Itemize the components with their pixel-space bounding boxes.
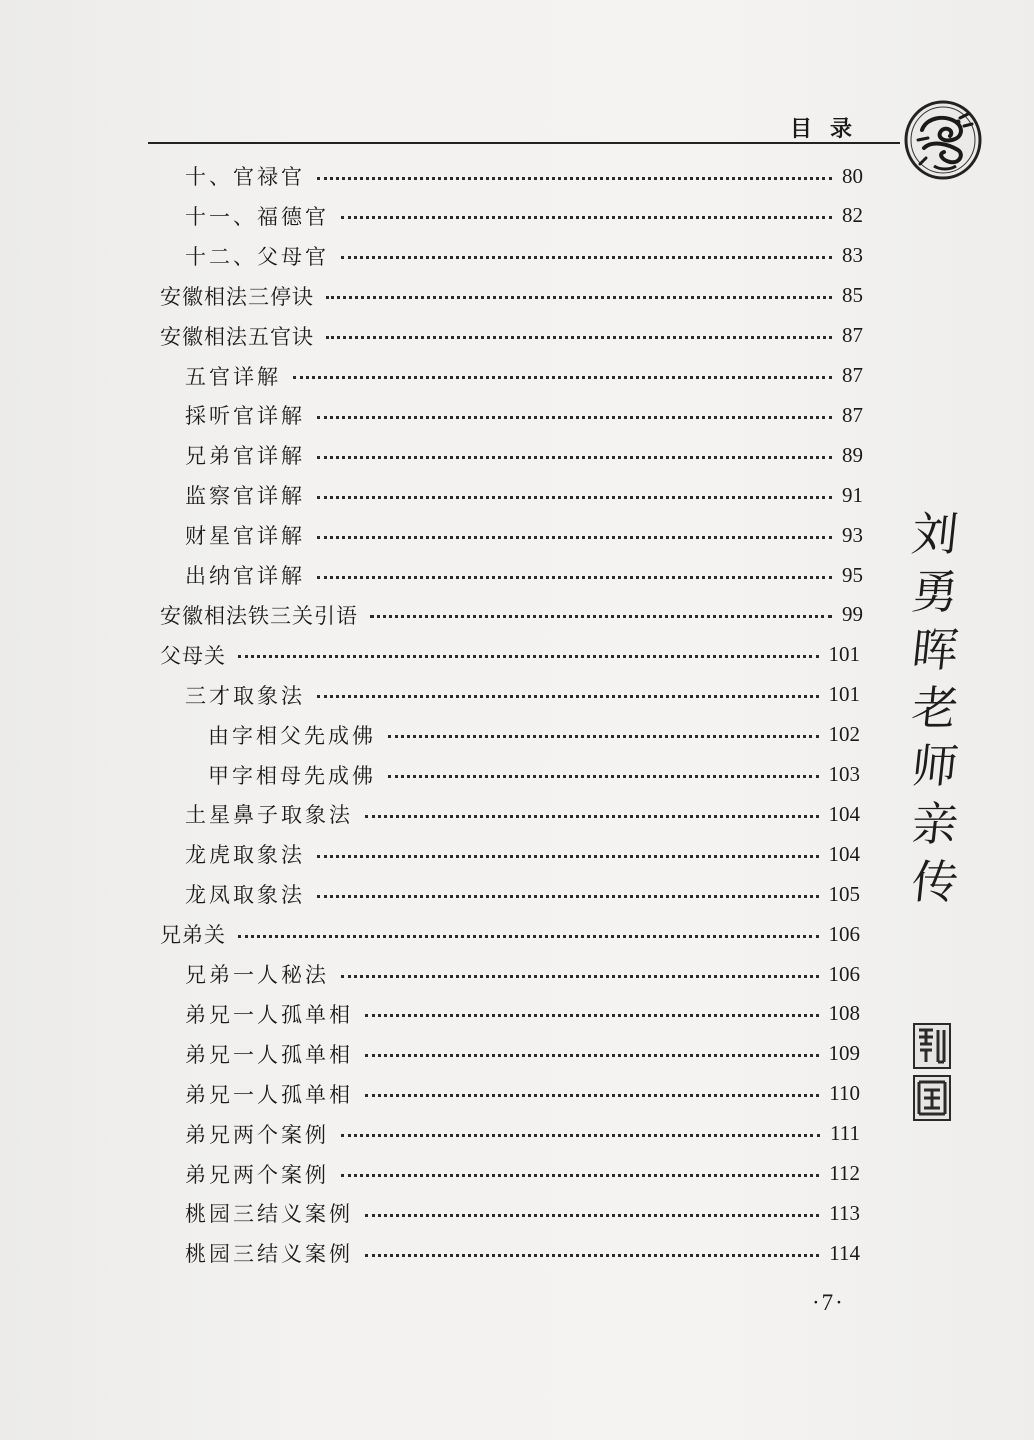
toc-entry-title: 龙凤取象法: [185, 883, 305, 908]
toc-leader-dots: [238, 935, 819, 938]
toc-entry: [185, 837, 860, 871]
toc-leader-dots: [317, 855, 819, 858]
toc-entry-title: 採听官详解: [185, 404, 305, 429]
toc-entry-page: 111: [830, 1121, 860, 1146]
toc-entry: [208, 758, 860, 792]
toc-entry-page: 80: [842, 163, 863, 188]
toc-entry-page: 114: [829, 1240, 860, 1265]
toc-entry: [185, 1077, 860, 1111]
toc-leader-dots: [317, 496, 832, 499]
toc-entry-title: 兄弟一人秘法: [185, 963, 329, 987]
toc-entry-page: 91: [842, 482, 863, 507]
toc-entry: [160, 638, 860, 672]
toc-entry-page: 108: [828, 1001, 860, 1026]
toc-leader-dots: [341, 975, 819, 978]
toc-entry: [185, 1157, 860, 1191]
toc-entry: [185, 558, 863, 592]
toc-entry-title: 桃园三结义案例: [185, 1242, 353, 1267]
toc-entry-title: 十、官禄官: [185, 165, 305, 189]
toc-entry-page: 99: [842, 602, 863, 627]
toc-entry-title: 龙虎取象法: [185, 843, 305, 868]
toc-entry-page: 93: [842, 522, 863, 547]
toc-entry-title: 十二、父母官: [185, 244, 329, 269]
toc-entry: [185, 797, 860, 831]
calligraphy-character: 师: [909, 739, 961, 793]
calligraphy-character: 晖: [909, 623, 961, 677]
toc-leader-dots: [365, 1054, 819, 1057]
toc-entry-page: 82: [842, 203, 863, 228]
toc-leader-dots: [388, 775, 819, 778]
toc-entry-page: 105: [828, 881, 860, 906]
toc-entry-page: 110: [829, 1081, 860, 1106]
toc-entry: [185, 199, 863, 233]
page-number: ·7·: [812, 1290, 845, 1315]
toc-entry-title: 三才取象法: [185, 683, 305, 708]
toc-leader-dots: [317, 536, 832, 539]
toc-entry-title: 弟兄一人孤单相: [185, 1042, 353, 1067]
toc-entry: [185, 359, 863, 393]
toc-entry-page: 106: [828, 961, 860, 986]
toc-entry-page: 104: [828, 841, 860, 866]
toc-entry-title: 弟兄一人孤单相: [185, 1002, 353, 1027]
toc-entry: [185, 1196, 860, 1230]
toc-leader-dots: [341, 1134, 820, 1137]
toc-leader-dots: [365, 1094, 819, 1097]
toc-entry-page: 85: [842, 283, 863, 308]
toc-entry-title: 弟兄两个案例: [185, 1162, 329, 1187]
toc-entry-title: 出纳官详解: [185, 564, 305, 588]
calligraphy-character: 老: [909, 681, 961, 735]
toc-entry-page: 103: [828, 762, 860, 786]
toc-entry-page: 113: [829, 1200, 860, 1225]
toc-leader-dots: [341, 216, 832, 219]
toc-entry-page: 89: [842, 442, 863, 467]
toc-entry-page: 87: [842, 363, 863, 387]
toc-entry: [185, 159, 863, 193]
toc-entry-title: 安徽相法五官诀: [160, 324, 314, 349]
toc-leader-dots: [341, 256, 832, 259]
toc-entry-page: 112: [829, 1161, 860, 1185]
toc-leader-dots: [317, 895, 819, 898]
toc-entry-title: 安徽相法三停诀: [160, 284, 314, 309]
toc-entry-page: 95: [842, 562, 863, 587]
toc-leader-dots: [365, 1214, 819, 1217]
dragon-seal-icon: [904, 100, 982, 180]
toc-leader-dots: [326, 336, 832, 339]
toc-entry-title: 兄弟关: [160, 923, 226, 948]
toc-entry-title: 甲字相母先成佛: [208, 763, 376, 788]
toc-entry: [160, 917, 860, 951]
toc-entry-page: 101: [828, 682, 860, 707]
toc-entry: [208, 718, 860, 752]
toc-leader-dots: [317, 576, 832, 579]
toc-entry-page: 101: [828, 642, 860, 667]
toc-entry: [185, 398, 863, 432]
toc-entry: [185, 997, 860, 1031]
calligraphy-inscription: [910, 505, 960, 911]
toc-leader-dots: [238, 655, 819, 658]
toc-leader-dots: [317, 416, 832, 419]
toc-entry-title: 由字相父先成佛: [208, 723, 376, 748]
toc-entry: [160, 319, 863, 353]
toc-leader-dots: [388, 735, 819, 738]
toc-leader-dots: [370, 615, 832, 618]
toc-entry-title: 财星官详解: [185, 524, 305, 549]
toc-entry-title: 五官详解: [185, 364, 281, 389]
name-seal-icon: [912, 1022, 952, 1122]
toc-entry-title: 安徽相法铁三关引语: [160, 603, 358, 628]
toc-entry-page: 87: [842, 402, 863, 427]
toc-leader-dots: [317, 695, 819, 698]
toc-entry: [185, 1236, 860, 1270]
toc-entry: [185, 1117, 860, 1151]
toc-leader-dots: [326, 296, 832, 299]
toc-entry-page: 109: [828, 1041, 860, 1066]
toc-entry: [185, 1037, 860, 1071]
header-rule: [148, 142, 900, 144]
toc-entry: [185, 518, 863, 552]
calligraphy-character: 亲: [909, 797, 961, 851]
toc-entry-page: 102: [828, 722, 860, 747]
calligraphy-character: 刘: [909, 507, 961, 561]
toc-entry-title: 父母关: [160, 643, 226, 668]
toc-entry-title: 监察官详解: [185, 484, 305, 509]
toc-entry-title: 弟兄两个案例: [185, 1122, 329, 1147]
toc-entry-page: 106: [828, 921, 860, 946]
header-title: 目录: [790, 116, 871, 142]
toc-entry-page: 104: [828, 801, 860, 826]
toc-entry-title: 十一、福德官: [185, 204, 329, 229]
toc-entry: [185, 957, 860, 991]
toc-entry: [185, 877, 860, 911]
calligraphy-character: 传: [909, 855, 961, 909]
toc-entry-page: 87: [842, 323, 863, 348]
toc-entry-title: 兄弟官详解: [185, 444, 305, 469]
toc-leader-dots: [317, 177, 832, 180]
toc-leader-dots: [317, 456, 832, 459]
calligraphy-character: 勇: [909, 565, 961, 619]
toc-entry-title: 弟兄一人孤单相: [185, 1082, 353, 1107]
toc-leader-dots: [365, 815, 819, 818]
toc-entry-title: 桃园三结义案例: [185, 1202, 353, 1227]
toc-entry: [160, 598, 863, 632]
toc-entry-title: 土星鼻子取象法: [185, 803, 353, 828]
toc-entry-page: 83: [842, 243, 863, 268]
toc-leader-dots: [341, 1174, 819, 1177]
toc-entry: [185, 678, 860, 712]
toc-entry: [185, 478, 863, 512]
toc-entry: [185, 438, 863, 472]
toc-leader-dots: [293, 376, 832, 379]
toc-leader-dots: [365, 1254, 819, 1257]
toc-entry: [160, 279, 863, 313]
toc-leader-dots: [365, 1014, 819, 1017]
toc-entry: [185, 239, 863, 273]
